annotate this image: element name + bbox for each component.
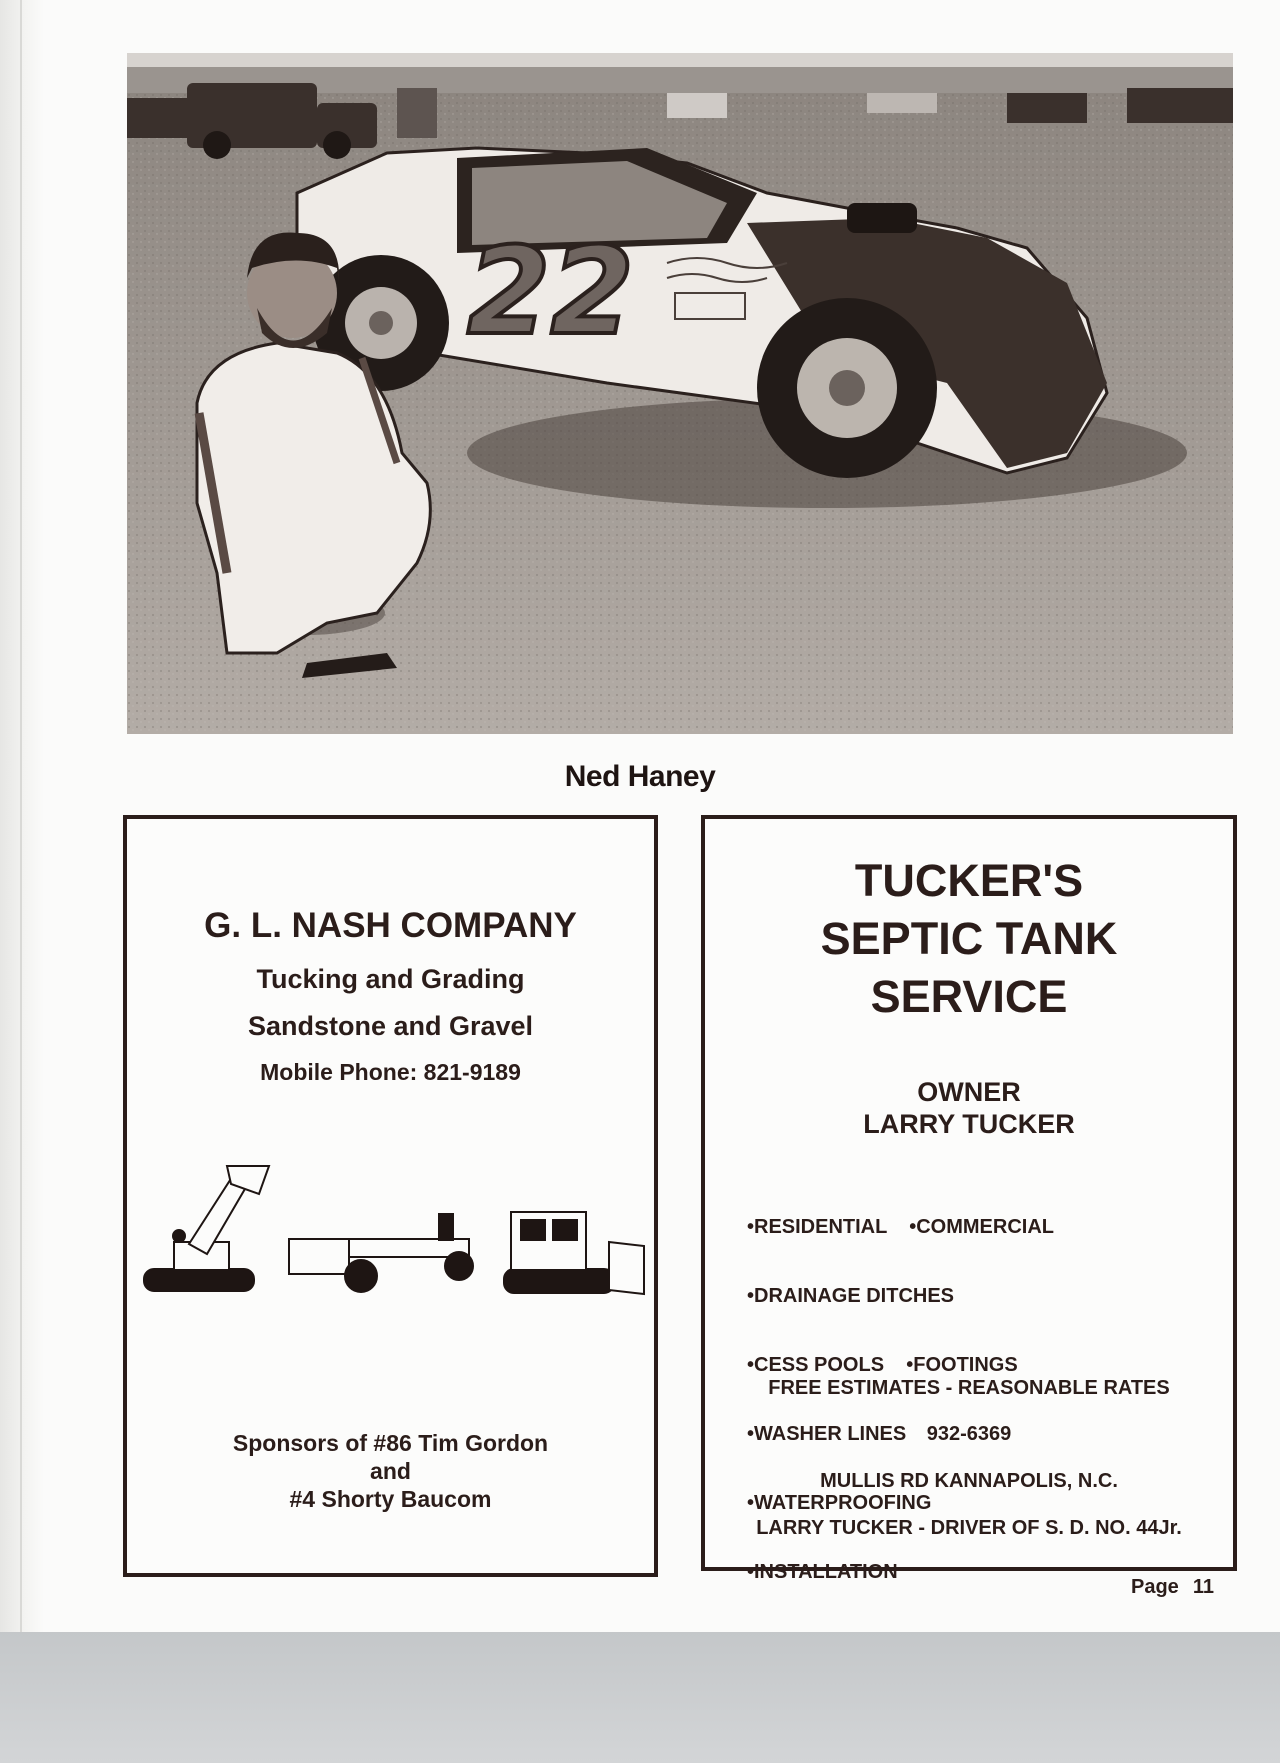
page-edge-shadow: [0, 0, 44, 1632]
construction-equipment-illustration: [139, 1154, 649, 1304]
title-line-3: SERVICE: [870, 971, 1068, 1022]
rates-line: FREE ESTIMATES - REASONABLE RATES: [768, 1377, 1170, 1399]
ad-title: [705, 852, 1233, 1026]
page-number-value: 11: [1192, 1576, 1214, 1598]
loader-icon: [144, 1166, 269, 1291]
page-label: Page: [1131, 1576, 1179, 1598]
title-line-2: SEPTIC TANK: [820, 913, 1118, 964]
owner-label: OWNER: [917, 1077, 1021, 1107]
service-item: •RESIDENTIAL •COMMERCIAL: [747, 1216, 1054, 1238]
phone-number: 932-6369: [926, 1423, 1012, 1445]
nash-company-ad: [123, 815, 658, 1577]
page-fold-line: [20, 0, 22, 1632]
owner-name: LARRY TUCKER: [863, 1109, 1075, 1139]
service-item: •CESS POOLS •FOOTINGS: [747, 1354, 1018, 1376]
sponsor-text: [127, 1429, 654, 1513]
service-item: •INSTALLATION: [747, 1561, 898, 1583]
service-item: •WATERPROOFING: [747, 1492, 932, 1514]
company-name: G. L. NASH COMPANY: [204, 906, 577, 945]
service-item: •WASHER LINES: [747, 1423, 907, 1445]
driver-line: LARRY TUCKER - DRIVER OF S. D. NO. 44Jr.: [756, 1517, 1182, 1539]
owner-block: [705, 1076, 1233, 1140]
title-line-1: TUCKER'S: [854, 855, 1084, 906]
tucker-septic-ad: [701, 815, 1237, 1583]
race-car-photo-illustration: [127, 53, 1233, 734]
service-item: •DRAINAGE DITCHES: [747, 1285, 955, 1307]
service-line-2: Sandstone and Gravel: [247, 1011, 534, 1041]
sponsor-line-2: and: [370, 1458, 411, 1484]
page-number: [1131, 1576, 1214, 1599]
mobile-phone: Mobile Phone: 821-9189: [260, 1059, 521, 1085]
scraper-icon: [289, 1214, 473, 1292]
address-line: MULLIS RD KANNAPOLIS, N.C.: [820, 1470, 1118, 1492]
driver-photo: [127, 53, 1233, 734]
photo-caption: Ned Haney: [564, 760, 716, 793]
scan-background-strip: [0, 1632, 1280, 1763]
sponsor-line-1: Sponsors of #86 Tim Gordon: [232, 1430, 549, 1456]
sponsor-line-3: #4 Shorty Baucom: [289, 1486, 492, 1512]
bulldozer-icon: [504, 1212, 644, 1294]
car-number: 22: [467, 223, 634, 362]
service-line-1: Tucking and Grading: [256, 964, 525, 994]
